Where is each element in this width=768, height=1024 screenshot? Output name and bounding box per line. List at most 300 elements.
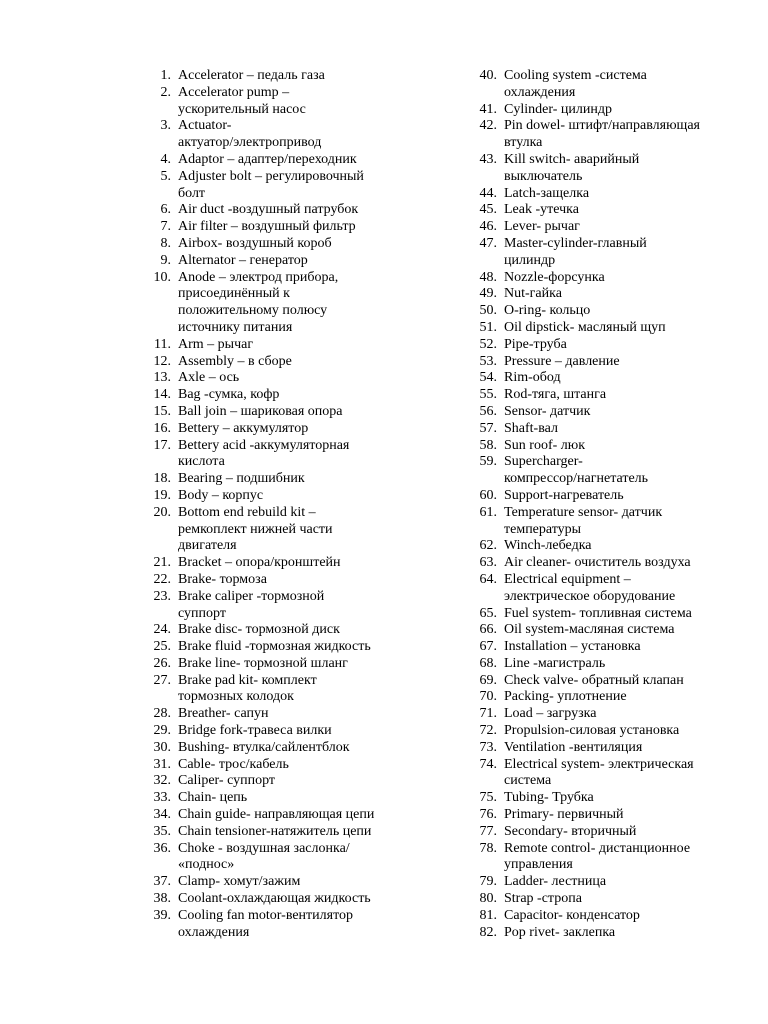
entry-number: 5. [160,168,171,184]
entry-text: Check valve- обратный клапан [504,672,684,688]
entry-text: Ventilation -вентиляция [504,739,643,755]
entry-number: 6. [160,202,171,218]
glossary-entry-continuation [466,773,726,790]
entry-number: 19. [153,487,171,503]
entry-text: Accelerator pump – [178,84,290,100]
glossary-entry-continuation [466,857,726,874]
entry-number: 56. [479,403,497,419]
glossary-entry [466,673,726,690]
entry-number: 62. [479,538,497,554]
glossary-entry-continuation [140,320,440,337]
entry-text: Anode – электрод прибора, [178,269,339,285]
entry-text: Cooling fan motor-вентилятор [178,907,354,923]
entry-text: Primary- первичный [504,807,624,823]
entry-text: Brake caliper -тормозной [178,588,325,604]
entry-number: 7. [160,219,171,235]
entry-text: Choke - воздушная заслонка/ [178,840,350,856]
glossary-entry [466,908,726,925]
glossary-entry [140,236,440,253]
entry-text: Packing- уплотнение [504,689,627,705]
entry-number: 8. [160,235,171,251]
entry-number: 59. [479,454,497,470]
entry-number: 22. [153,571,171,587]
entry-number: 43. [479,151,497,167]
entry-number: 10. [153,269,171,285]
entry-number: 73. [479,739,497,755]
glossary-entry [466,505,726,522]
entry-number: 15. [153,403,171,419]
entry-text: Supercharger- [504,454,583,470]
entry-number: 26. [153,655,171,671]
glossary-entry [466,337,726,354]
entry-text: Sun roof- люк [504,437,586,453]
entry-text: Line -магистраль [504,655,606,671]
entry-text: Electrical equipment – [504,571,631,587]
entry-text: Brake- тормоза [178,571,267,587]
glossary-entry [466,740,726,757]
glossary-entry-continuation [140,186,440,203]
glossary-entry [466,270,726,287]
glossary-entry [466,874,726,891]
entry-text: Actuator- [178,118,232,134]
entry-text: охлаждения [504,84,576,100]
entry-number: 9. [160,252,171,268]
entry-text: Pipe-труба [504,336,567,352]
entry-number: 81. [479,907,497,923]
entry-number: 30. [153,739,171,755]
entry-number: 1. [160,68,171,83]
entry-text: Chain- цепь [178,790,248,806]
entry-text: Bottom end rebuild kit – [178,504,316,520]
entry-number: 53. [479,353,497,369]
entry-text: Accelerator – педаль газа [178,68,325,83]
glossary-entry [466,152,726,169]
entry-text: Brake disc- тормозной диск [178,622,340,638]
entry-number: 69. [479,672,497,688]
entry-text: Bettery acid -аккумуляторная [178,437,350,453]
glossary-entry-continuation [140,454,440,471]
glossary-entry-continuation [140,102,440,119]
glossary-entry [466,354,726,371]
entry-text: Installation – установка [504,639,641,655]
entry-number: 28. [153,706,171,722]
glossary-entry [140,622,440,639]
entry-text: охлаждения [178,924,250,940]
entry-text: Latch-защелка [504,185,590,201]
glossary-entry [140,68,440,85]
entry-number: 50. [479,303,497,319]
glossary-entry [140,639,440,656]
entry-number: 47. [479,235,497,251]
glossary-entry-continuation [140,606,440,623]
entry-text: Ladder- лестница [504,874,607,890]
glossary-entry [466,723,726,740]
glossary-entry-continuation [466,253,726,270]
glossary-entry [466,102,726,119]
glossary-entry [140,555,440,572]
entry-number [140,303,171,320]
glossary-entry-continuation [140,286,440,303]
glossary-entry-continuation [140,135,440,152]
glossary-entry [140,589,440,606]
entry-number [466,857,497,874]
glossary-entry [140,354,440,371]
glossary-entry [140,757,440,774]
entry-number: 74. [479,756,497,772]
entry-number: 24. [153,622,171,638]
entry-text: Nozzle-форсунка [504,269,605,285]
glossary-entry [140,824,440,841]
glossary-right-column [466,68,726,941]
entry-number: 4. [160,151,171,167]
entry-text: Coolant-охлаждающая жидкость [178,891,371,907]
entry-number: 70. [479,689,497,705]
entry-text: тормозных колодок [178,689,294,705]
entry-number [466,253,497,270]
entry-text: ремкоплект нижней части [178,521,333,537]
entry-number [140,522,171,539]
entry-number: 57. [479,420,497,436]
entry-number: 25. [153,639,171,655]
glossary-entry [466,841,726,858]
entry-text: Nut-гайка [504,286,562,302]
glossary-entry-continuation [140,303,440,320]
entry-text: суппорт [178,605,226,621]
entry-text: система [504,773,552,789]
entry-text: O-ring- кольцо [504,303,591,319]
entry-text: Oil dipstick- масляный щуп [504,319,666,335]
entry-number: 63. [479,555,497,571]
entry-number: 44. [479,185,497,201]
glossary-entry [140,908,440,925]
entry-text: двигателя [178,538,237,554]
entry-number: 52. [479,336,497,352]
glossary-entry [466,757,726,774]
entry-text: Bag -сумка, кофр [178,387,280,403]
entry-text: присоединённый к [178,286,290,302]
entry-number: 67. [479,639,497,655]
glossary-entry-continuation [466,135,726,152]
entry-text: актуатор/электропривод [178,135,322,151]
entry-text: Axle – ось [178,370,240,386]
entry-text: Pin dowel- штифт/направляющая [504,118,700,134]
entry-text: Air cleaner- очиститель воздуха [504,555,691,571]
entry-text: Rim-обод [504,370,561,386]
entry-text: Leak -утечка [504,202,579,218]
entry-text: Winch-лебедка [504,538,592,554]
entry-number: 77. [479,823,497,839]
entry-number: 66. [479,622,497,638]
glossary-entry-continuation [466,589,726,606]
glossary-entry [466,370,726,387]
entry-text: Bearing – подшибник [178,471,305,487]
glossary-entry [140,488,440,505]
entry-number: 27. [153,672,171,688]
entry-text: Kill switch- аварийный [504,151,640,167]
entry-text: Bracket – опора/кронштейн [178,555,341,571]
entry-text: Cable- трос/кабель [178,756,289,772]
glossary-entry [140,337,440,354]
entry-text: Fuel system- топливная система [504,605,692,621]
entry-number: 76. [479,807,497,823]
entry-number: 80. [479,891,497,907]
glossary-entry [466,421,726,438]
entry-number: 34. [153,807,171,823]
entry-number [466,85,497,102]
glossary-entry-continuation [140,538,440,555]
glossary-entry [140,874,440,891]
entry-text: Pop rivet- заклепка [504,924,616,940]
entry-text: Oil system-масляная система [504,622,675,638]
glossary-entry [140,773,440,790]
glossary-entry [466,572,726,589]
entry-text: Remote control- дистанционное [504,840,691,856]
glossary-entry [140,219,440,236]
entry-number [140,689,171,706]
entry-text: Body – корпус [178,487,264,503]
glossary-entry [140,706,440,723]
glossary-entry [140,656,440,673]
glossary-entry-continuation [140,522,440,539]
entry-text: Bridge fork-травеса вилки [178,723,332,739]
entry-text: Support-нагреватель [504,487,624,503]
entry-text: Sensor- датчик [504,403,591,419]
entry-text: Brake fluid -тормозная жидкость [178,639,371,655]
entry-text: Master-cylinder-главный [504,235,647,251]
glossary-entry [466,706,726,723]
entry-number: 32. [153,773,171,789]
entry-number: 14. [153,387,171,403]
entry-text: выключатель [504,168,583,184]
glossary-entry [466,219,726,236]
glossary-entry [466,454,726,471]
glossary-entry [466,925,726,942]
entry-number: 33. [153,790,171,806]
entry-number: 68. [479,655,497,671]
entry-text: болт [178,185,206,201]
entry-number: 54. [479,370,497,386]
entry-text: Secondary- вторичный [504,823,637,839]
entry-text: Pressure – давление [504,353,620,369]
entry-text: положительному полюсу [178,303,328,319]
entry-number: 49. [479,286,497,302]
entry-number: 41. [479,101,497,117]
glossary-entry [466,118,726,135]
entry-text: Brake pad kit- комплект [178,672,317,688]
entry-number [140,286,171,303]
entry-number: 42. [479,118,497,134]
glossary-entry [140,790,440,807]
entry-number: 37. [153,874,171,890]
glossary-left-column [140,68,440,941]
glossary-entry [466,404,726,421]
glossary-entry [140,253,440,270]
glossary-entry [466,639,726,656]
entry-text: Assembly – в сборе [178,353,292,369]
entry-number: 72. [479,723,497,739]
entry-text: Lever- рычаг [504,219,580,235]
glossary-entry [466,303,726,320]
entry-number: 65. [479,605,497,621]
glossary-entry [466,186,726,203]
entry-text: цилиндр [504,252,556,268]
glossary-entry-continuation [140,857,440,874]
glossary-entry [466,555,726,572]
entry-number: 48. [479,269,497,285]
entry-text: Adjuster bolt – регулировочный [178,168,364,184]
entry-number: 12. [153,353,171,369]
entry-number [140,925,171,942]
entry-number [466,773,497,790]
entry-number: 61. [479,504,497,520]
entry-text: Tubing- Трубка [504,790,594,806]
entry-number: 64. [479,571,497,587]
glossary-entry-continuation [466,471,726,488]
entry-number [466,135,497,152]
entry-number: 39. [153,907,171,923]
entry-number: 58. [479,437,497,453]
entry-number: 11. [154,336,171,352]
entry-number [140,135,171,152]
glossary-entry [466,689,726,706]
glossary-entry [140,505,440,522]
entry-number [466,169,497,186]
entry-text: «поднос» [178,857,235,873]
glossary-entry [466,622,726,639]
glossary-entry [140,270,440,287]
entry-number: 36. [153,840,171,856]
entry-number: 75. [479,790,497,806]
entry-number: 78. [479,840,497,856]
entry-text: ускорительный насос [178,101,306,117]
glossary-entry [466,656,726,673]
glossary-entry [140,169,440,186]
glossary-entry [466,286,726,303]
glossary-entry [140,118,440,135]
entry-text: Clamp- хомут/зажим [178,874,301,890]
entry-text: Bushing- втулка/сайлентблок [178,739,350,755]
entry-number: 13. [153,370,171,386]
glossary-entry [466,790,726,807]
glossary-entry-continuation [140,689,440,706]
entry-number: 79. [479,874,497,890]
entry-text: Airbox- воздушный короб [178,235,332,251]
entry-number: 60. [479,487,497,503]
entry-number: 2. [160,84,171,100]
entry-text: Arm – рычаг [178,336,254,352]
glossary-entry [466,236,726,253]
entry-number: 45. [479,202,497,218]
entry-number: 55. [479,387,497,403]
entry-number: 51. [479,319,497,335]
glossary-entry-continuation [466,522,726,539]
entry-number [140,186,171,203]
entry-number [140,538,171,555]
entry-text: источнику питания [178,319,293,335]
glossary-entry-continuation [466,85,726,102]
glossary-entry [466,891,726,908]
glossary-entry [140,404,440,421]
entry-text: Strap -стропа [504,891,582,907]
glossary-entry [140,841,440,858]
glossary-entry [466,320,726,337]
entry-text: Cooling system -система [504,68,647,83]
entry-text: Rod-тяга, штанга [504,387,607,403]
glossary-entry [466,824,726,841]
glossary-entry [140,152,440,169]
entry-number [140,857,171,874]
entry-text: Propulsion-силовая установка [504,723,680,739]
entry-text: Ball join – шариковая опора [178,403,343,419]
glossary-entry [140,438,440,455]
entry-number: 18. [153,471,171,487]
entry-text: Adaptor – адаптер/переходник [178,151,357,167]
glossary-entry [466,606,726,623]
entry-number: 29. [153,723,171,739]
entry-text: Brake line- тормозной шланг [178,655,348,671]
glossary-entry [466,387,726,404]
entry-number: 40. [479,68,497,83]
entry-number [140,320,171,337]
entry-text: Temperature sensor- датчик [504,504,663,520]
entry-number: 46. [479,219,497,235]
entry-number: 17. [153,437,171,453]
entry-text: Chain tensioner-натяжитель цепи [178,823,372,839]
glossary-entry [140,387,440,404]
entry-text: Shaft-вал [504,420,558,436]
entry-text: компрессор/нагнетатель [504,471,649,487]
glossary-entry [466,538,726,555]
glossary-entry [140,723,440,740]
entry-number [466,589,497,606]
entry-text: температуры [504,521,582,537]
glossary-entry [140,421,440,438]
entry-number: 21. [153,555,171,571]
entry-text: Alternator – генератор [178,252,308,268]
entry-text: Chain guide- направляющая цепи [178,807,375,823]
entry-number [140,454,171,471]
glossary-entry [140,891,440,908]
entry-text: Capacitor- конденсатор [504,907,640,923]
entry-number: 38. [153,891,171,907]
entry-number: 31. [153,756,171,772]
entry-number [466,471,497,488]
entry-text: Cylinder- цилиндр [504,101,612,117]
glossary-entry [466,202,726,219]
entry-number [466,522,497,539]
entry-number [140,102,171,119]
entry-number: 82. [479,924,497,940]
glossary-entry [140,673,440,690]
entry-text: Caliper- суппорт [178,773,276,789]
glossary-entry [466,807,726,824]
glossary-entry [466,68,726,85]
entry-text: Air filter – воздушный фильтр [178,219,356,235]
glossary-entry [466,488,726,505]
glossary-entry [140,740,440,757]
glossary-entry-continuation [140,925,440,942]
glossary-entry [140,807,440,824]
entry-text: Breather- сапун [178,706,269,722]
entry-number: 23. [153,588,171,604]
entry-text: электрическое оборудование [504,588,676,604]
entry-number [140,606,171,623]
entry-number: 3. [160,118,171,134]
entry-text: кислота [178,454,225,470]
entry-text: втулка [504,135,543,151]
entry-number: 20. [153,504,171,520]
glossary-entry [140,471,440,488]
